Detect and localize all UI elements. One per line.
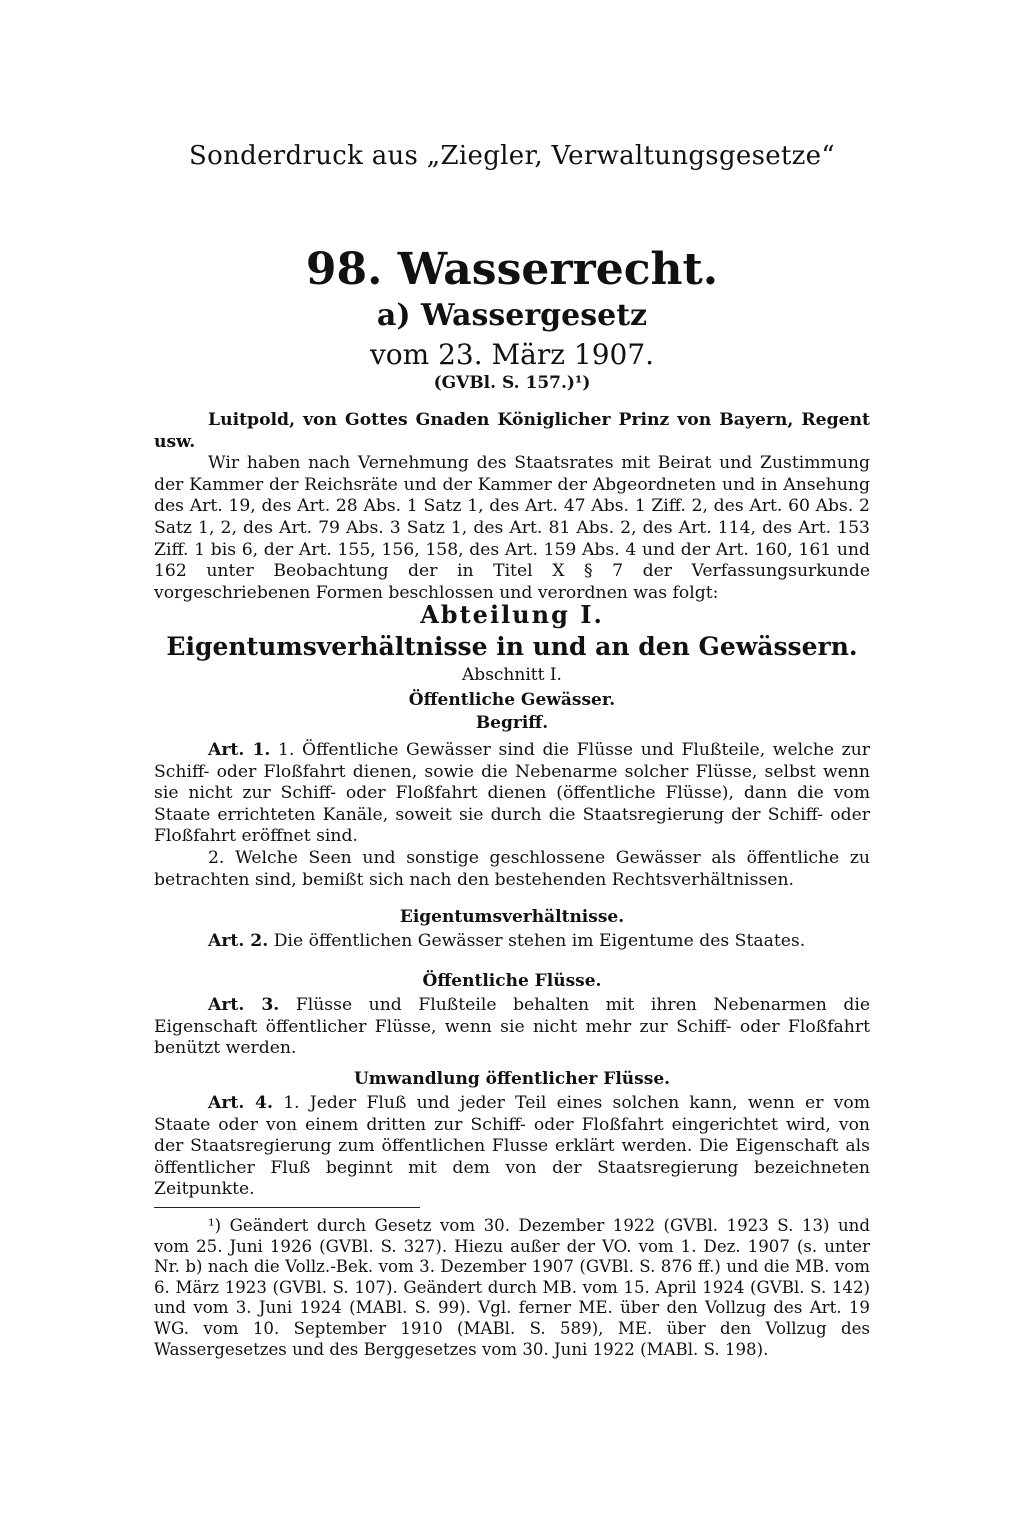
- section-title: Öffentliche Gewässer.: [408, 690, 616, 710]
- footnote-rule: [154, 1207, 420, 1208]
- preamble-lead: Luitpold, von Gottes Gnaden Königlicher Prinz von Bayern, Regent usw.: [154, 410, 870, 452]
- heading-oeffentliche-fluesse: Öffentliche Flüsse.: [422, 971, 602, 991]
- running-head: Sonderdruck aus „Ziegler, Verwaltungsgesetze“: [189, 141, 835, 171]
- division-title: Eigentumsverhältnisse in und an den Gewässern.: [166, 632, 858, 661]
- division-label: Abteilung I.: [420, 600, 604, 629]
- article-4: Art. 4. 1. Jeder Fluß und jeder Teil eines solchen kann, wenn er vom Staate oder von einem dritten zur Schiff- oder Floßfahrt eingerichtet wird, von der Staatsregierung zum öffentlichen Flusse erklärt werden. Die Eigenschaft als öffentlicher Fluß beginnt mit dem von der Staatsregierung bezeichneten Zeitpunkte.: [154, 1093, 870, 1200]
- article-3: Art. 3. Flüsse und Flußteile behalten mit ihren Nebenarmen die Eigenschaft öffentlicher Flüsse, wenn sie nicht mehr zur Schiff- oder Floßfahrt benützt werden.: [154, 995, 870, 1059]
- preamble-text: Wir haben nach Vernehmung des Staatsrates mit Beirat und Zustimmung der Kammer der Reichsräte und der Kammer der Abgeordneten und in Ansehung des Art. 19, des Art. 28 Abs. 1 Satz 1, des Art. 47 Abs. 1 Ziff. 2, des Art. 60 Abs. 2 Satz 1, 2, des Art. 79 Abs. 3 Satz 1, des Art. 81 Abs. 2, des Art. 114, des Art. 153 Ziff. 1 bis 6, der Art. 155, 156, 158, des Art. 159 Abs. 4 und der Art. 160, 161 und 162 unter Beobachtung der in Titel X § 7 der Verfassungsurkunde vorgeschriebenen Formen beschlossen und verordnen was folgt:: [154, 453, 870, 603]
- article-3-label: Art. 3.: [208, 995, 280, 1015]
- section-label: Abschnitt I.: [462, 665, 562, 685]
- article-1: [154, 740, 870, 891]
- heading-begriff: Begriff.: [475, 713, 549, 733]
- article-1-paragraph-2: 2. Welche Seen und sonstige geschlossene Gewässer als öffentliche zu betrachten sind, bemißt sich nach den bestehenden Rechtsverhältnissen.: [154, 847, 870, 890]
- document-subtitle: a) Wassergesetz: [376, 298, 648, 333]
- article-2: Art. 2. Die öffentlichen Gewässer stehen im Eigentume des Staates.: [208, 931, 806, 951]
- document-title: 98. Wasserrecht.: [305, 244, 719, 295]
- article-1-label: Art. 1.: [208, 740, 271, 760]
- article-4-label: Art. 4.: [208, 1093, 273, 1113]
- preamble: [154, 410, 870, 604]
- source-citation: (GVBl. S. 157.)¹): [433, 373, 591, 393]
- article-2-label: Art. 2.: [208, 931, 269, 951]
- heading-umwandlung: Umwandlung öffentlicher Flüsse.: [353, 1069, 671, 1089]
- footnote-text: ¹) Geändert durch Gesetz vom 30. Dezember 1922 (GVBl. 1923 S. 13) und vom 25. Juni 1926 (GVBl. S. 327). Hiezu außer der VO. vom 1. Dez. 1907 (s. unter Nr. b) nach die Vollz.-Bek. vom 3. Dezember 1907 (GVBl. S. 876 ff.) und die MB. vom 6. März 1923 (GVBl. S. 107). Geändert durch MB. vom 15. April 1924 (GVBl. S. 142) und vom 3. Juni 1924 (MABl. S. 99). Vgl. ferner ME. über den Vollzug des Art. 19 WG. vom 10. September 1910 (MABl. S. 589), ME. über den Vollzug des Wassergesetzes und des Berggesetzes vom 30. Juni 1922 (MABl. S. 198).: [154, 1216, 870, 1359]
- document-date: vom 23. März 1907.: [369, 338, 655, 371]
- footnote: [154, 1216, 870, 1360]
- heading-eigentumsverhaeltnisse: Eigentumsverhältnisse.: [399, 907, 625, 927]
- article-1-paragraph-1: Art. 1. 1. Öffentliche Gewässer sind die Flüsse und Flußteile, welche zur Schiff- oder Floßfahrt dienen, sowie die Nebenarme solcher Flüsse, selbst wenn sie nicht zur Schiff- oder Floßfahrt dienen (öffentliche Flüsse), dann die vom Staate errichteten Kanäle, soweit sie durch die Staatsregierung der Schiff- oder Floßfahrt eröffnet sind.: [154, 740, 870, 847]
